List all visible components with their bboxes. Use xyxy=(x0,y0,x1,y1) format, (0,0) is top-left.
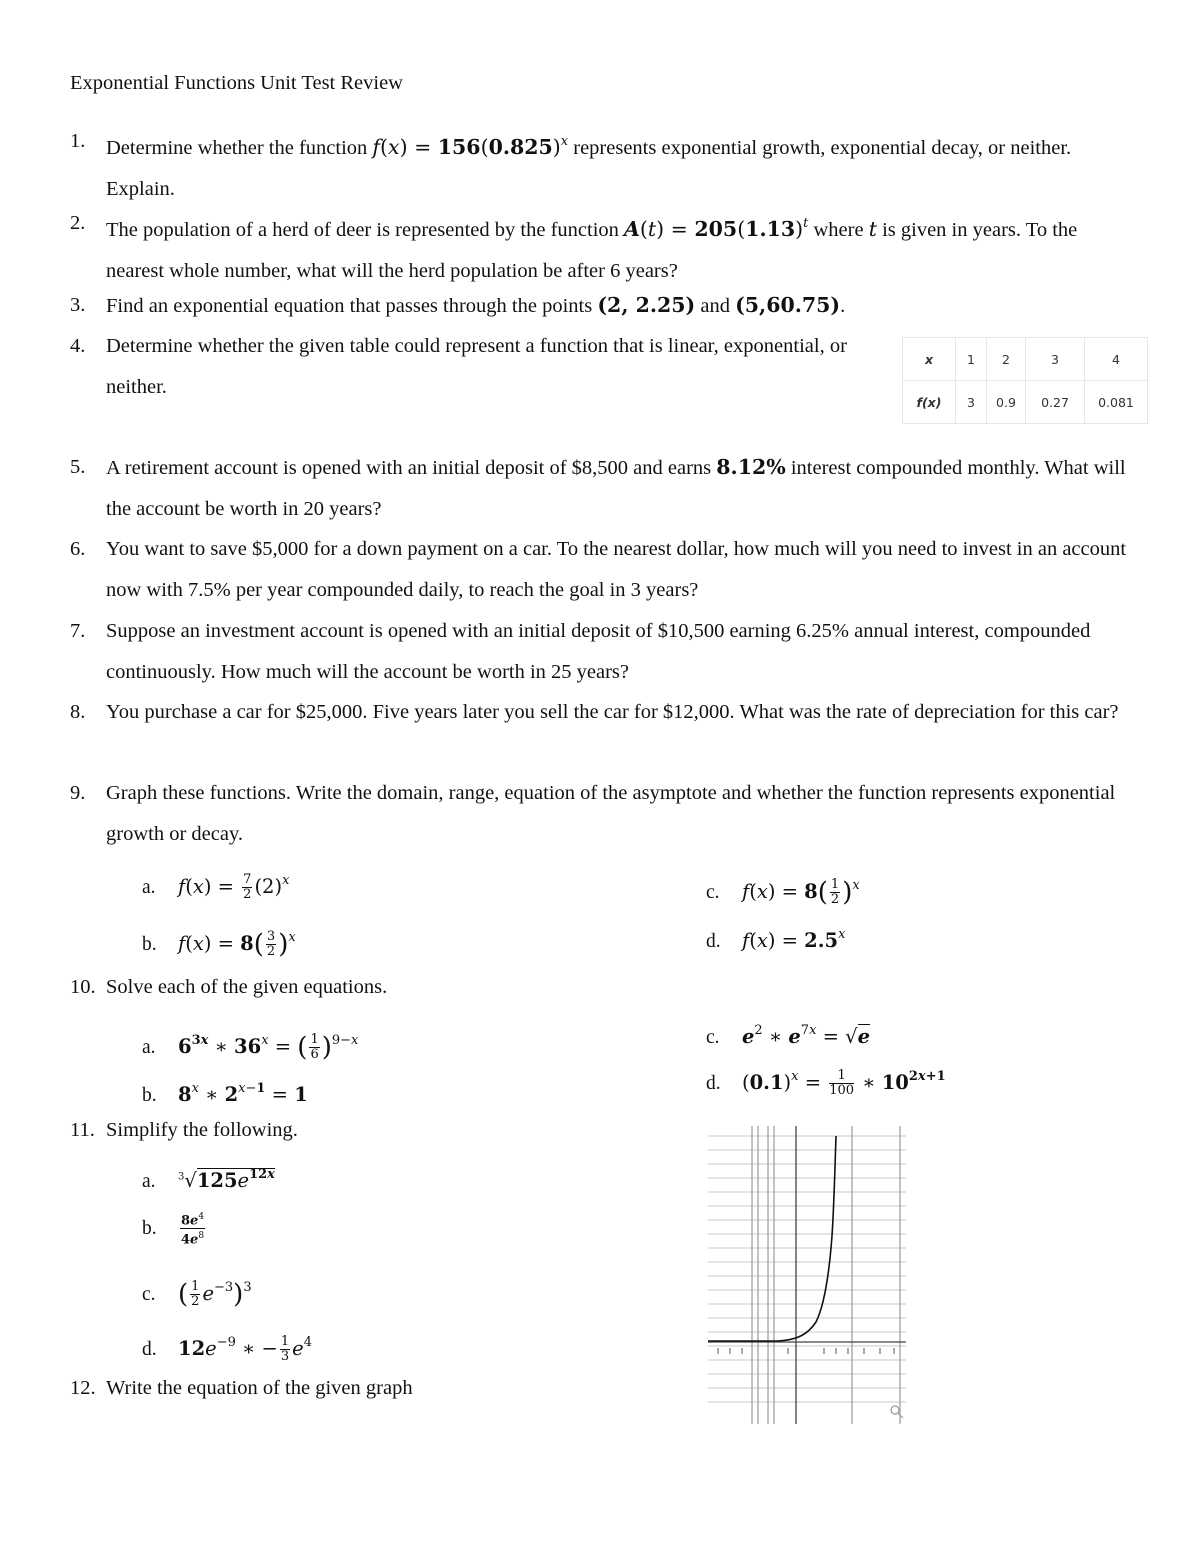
question-number: 3. xyxy=(70,294,86,316)
table-cell: 0.081 xyxy=(1085,381,1148,424)
and-word: and xyxy=(700,295,730,317)
question-text: Simplify the following. xyxy=(106,1119,298,1141)
question-number: 7. xyxy=(70,620,86,642)
question-equation: $A(t) = 205(1.13)^t$ xyxy=(624,216,809,241)
graph-tick-marks xyxy=(718,1348,894,1354)
table-cell: 1 xyxy=(956,338,987,381)
question-text-cont: represents exponential growth, exponential decay, or neither. Explain. xyxy=(106,137,1072,200)
q11-part-c: c. ( $\frac{1}{2}$ $e^{-3})^3$ xyxy=(142,1279,252,1310)
question-text: The population of a herd of deer is represented by the function xyxy=(106,219,619,241)
question-text-end: is given in years. To the nearest whole number, what will the herd population be after 6 years? xyxy=(106,219,1078,282)
interest-rate: 8.12% xyxy=(716,455,786,479)
q9-part-a: a. f(x) = $\frac{7}{2}$ $(2)^x$ xyxy=(142,872,290,902)
table-cell: 3 xyxy=(1026,338,1085,381)
q10-part-c: c. $e^2$ ∗ $e^{7x} = √e$ xyxy=(706,1023,870,1048)
q9-part-b: b. f(x) = 8( $\frac{3}{2}$ )$^x$ xyxy=(142,929,296,960)
question-number: 6. xyxy=(70,538,86,560)
question-text: Determine whether the given table could represent a function that is linear, exponential, or neither. xyxy=(106,335,847,398)
q11-part-d: d. $12e^{-9}$ ∗ − $\frac{1}{3}$ $e^4$ xyxy=(142,1334,312,1364)
table-cell: 4 xyxy=(1085,338,1148,381)
table-cell: 0.27 xyxy=(1026,381,1085,424)
question-text: A retirement account is opened with an initial deposit of $8,500 and earns xyxy=(106,457,712,479)
question-number: 1. xyxy=(70,130,86,152)
q11-part-b: b. $\frac{8e^4}{4e^8}$ xyxy=(142,1212,205,1248)
question-number: 2. xyxy=(70,212,86,234)
table-row-x xyxy=(903,338,1148,381)
table-header-x: x xyxy=(903,338,956,381)
question-text: Determine whether the function xyxy=(106,137,368,159)
graph-curve xyxy=(708,1136,836,1341)
q9-part-d: d. $f(x) = 2.5^x$ xyxy=(706,927,846,952)
question-number: 8. xyxy=(70,701,86,723)
question-equation: $f(x) = 156(0.825)^x$ xyxy=(372,134,569,159)
question-text: You purchase a car for $25,000. Five years later you sell the car for $12,000. What was the rate of depreciation for this car? xyxy=(106,701,1119,723)
question-text-cont: where xyxy=(813,219,864,241)
question-number: 4. xyxy=(70,335,86,357)
q9-part-c: c. f(x) = 8( $\frac{1}{2}$ )$^x$ xyxy=(706,877,860,908)
q10-part-b: b. 8$^x$ ∗ $2^{x-1} = 1$ xyxy=(142,1081,308,1106)
table-cell: 0.9 xyxy=(987,381,1026,424)
question-text: Graph these functions. Write the domain, range, equation of the asymptote and whether the function represents exponential growth or decay. xyxy=(106,782,1116,845)
graph-vertical-lines xyxy=(752,1126,900,1424)
table-header-fx: f(x) xyxy=(903,381,956,424)
question-text: Write the equation of the given graph xyxy=(106,1377,413,1399)
q11-part-a: a. $^3√125e^{12x}$ xyxy=(142,1167,275,1192)
question-number: 10. xyxy=(70,976,96,998)
question-text: You want to save $5,000 for a down payment on a car. To the nearest dollar, how much will you need to invest in an account now with 7.5% per year compounded daily, to reach the goal in 3 years? xyxy=(106,538,1127,601)
document-title: Exponential Functions Unit Test Review xyxy=(70,72,403,94)
question-number: 11. xyxy=(70,1119,95,1141)
question-text: Suppose an investment account is opened with an initial deposit of $10,500 earning 6.25% annual interest, compounded continuously. How much will the account be worth in 25 years? xyxy=(106,620,1091,683)
table-cell: 2 xyxy=(987,338,1026,381)
zoom-icon xyxy=(891,1406,899,1414)
question-variable: t xyxy=(868,217,877,241)
exponential-graph xyxy=(708,1126,906,1424)
q10-part-d: d. $(0.1)^x$ = $\frac{1}{100}$ ∗ $10^{2x+1}$ xyxy=(706,1068,946,1098)
question-number: 5. xyxy=(70,456,86,478)
question-number: 9. xyxy=(70,782,86,804)
question-text: Solve each of the given equations. xyxy=(106,976,388,998)
q10-part-a: a. $6^{3x}$ ∗ $36^x$ = ( $\frac{1}{6}$ )$^{9-x}$ xyxy=(142,1032,359,1063)
question-number: 12. xyxy=(70,1377,96,1399)
point-1: (2, 2.25) xyxy=(597,293,696,317)
table-cell: 3 xyxy=(956,381,987,424)
values-table xyxy=(902,337,1148,424)
table-row-fx xyxy=(903,381,1148,424)
question-text: Find an exponential equation that passes through the points xyxy=(106,295,593,317)
point-2: (5,60.75) xyxy=(735,293,841,317)
question-text-cont: interest compounded monthly. What will the account be worth in 20 years? xyxy=(106,457,1126,520)
graph-grid xyxy=(708,1136,906,1402)
